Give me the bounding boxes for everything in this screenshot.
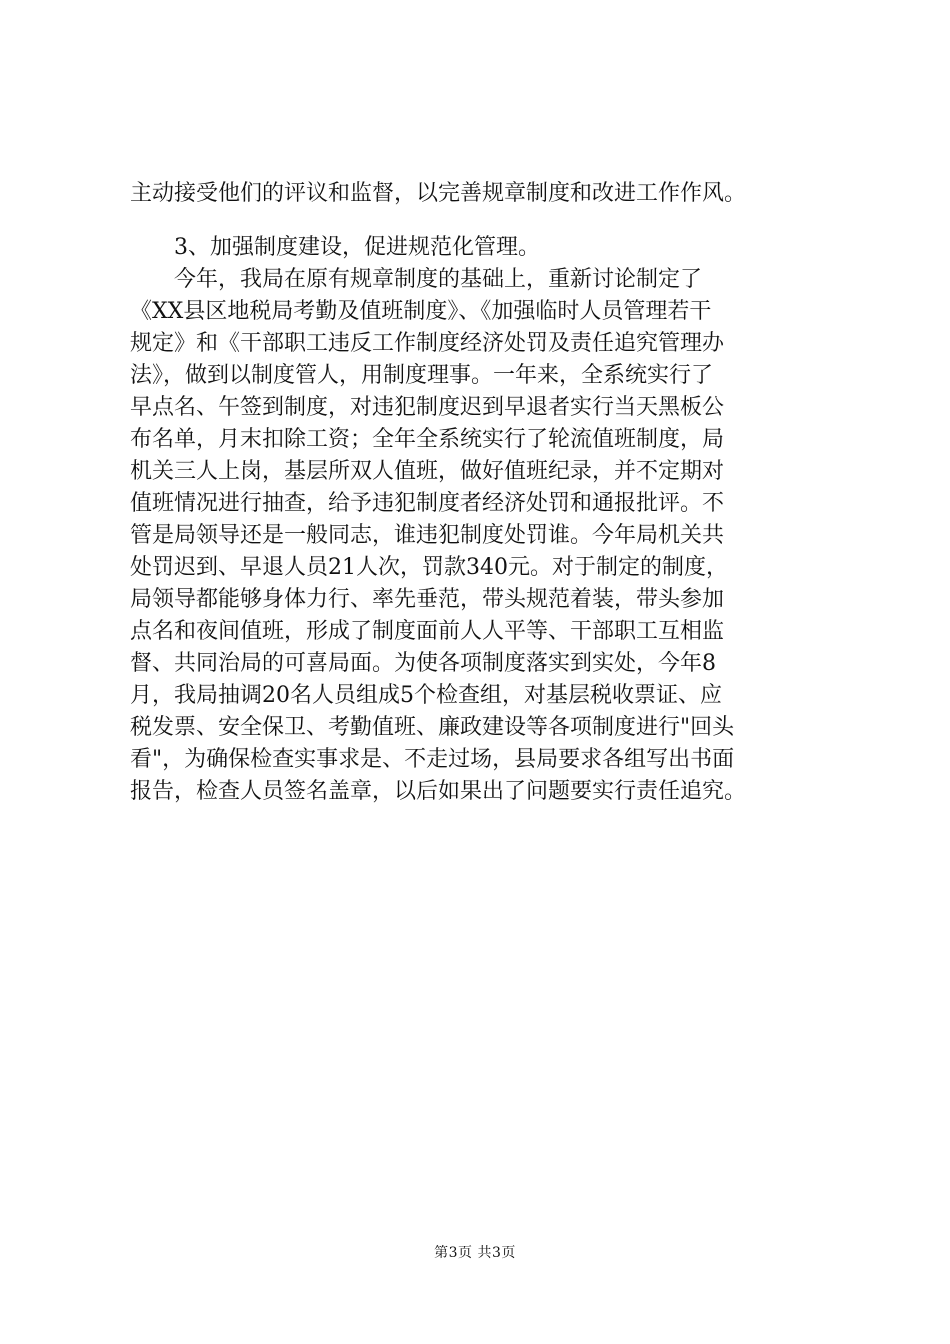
text-line: 局领导都能够身体力行、率先垂范，带头规范着装，带头参加	[130, 587, 725, 612]
text-line: 督、共同治局的可喜局面。为使各项制度落实到实处，今年8	[130, 651, 716, 676]
text-line: 规定》和《干部职工违反工作制度经济处罚及责任追究管理办	[130, 331, 725, 356]
text-line: 值班情况进行抽查，给予违犯制度者经济处罚和通报批评。不	[130, 491, 725, 516]
text-line: 报告，检查人员签名盖章，以后如果出了问题要实行责任追究。	[130, 779, 747, 804]
text-line: 早点名、午签到制度，对违犯制度迟到早退者实行当天黑板公	[130, 395, 725, 420]
text-line: 布名单，月末扣除工资；全年全系统实行了轮流值班制度，局	[130, 427, 725, 452]
page-number-footer: 第3页 共3页	[434, 1245, 516, 1261]
text-line: 月，我局抽调20名人员组成5个检查组，对基层税收票证、应	[130, 683, 722, 708]
text-line: 机关三人上岗，基层所双人值班，做好值班纪录，并不定期对	[130, 459, 725, 484]
text-line: 处罚迟到、早退人员21人次，罚款340元。对于制定的制度，	[130, 555, 728, 580]
text-line: 主动接受他们的评议和监督，以完善规章制度和改进工作作风。	[130, 181, 747, 206]
text-line: 点名和夜间值班，形成了制度面前人人平等、干部职工互相监	[130, 619, 725, 644]
text-line: 管是局领导还是一般同志，谁违犯制度处罚谁。今年局机关共	[130, 523, 725, 548]
text-line: 《XX县区地税局考勤及值班制度》、《加强临时人员管理若干	[130, 299, 712, 324]
text-line: 法》，做到以制度管人，用制度理事。一年来，全系统实行了	[130, 363, 714, 388]
section-heading: 3、加强制度建设，促进规范化管理。	[130, 235, 540, 260]
text-line: 看"，为确保检查实事求是、不走过场，县局要求各组写出书面	[130, 747, 735, 772]
text-line: 今年，我局在原有规章制度的基础上，重新讨论制定了	[130, 267, 703, 292]
text-line: 税发票、安全保卫、考勤值班、廉政建设等各项制度进行"回头	[130, 715, 735, 740]
